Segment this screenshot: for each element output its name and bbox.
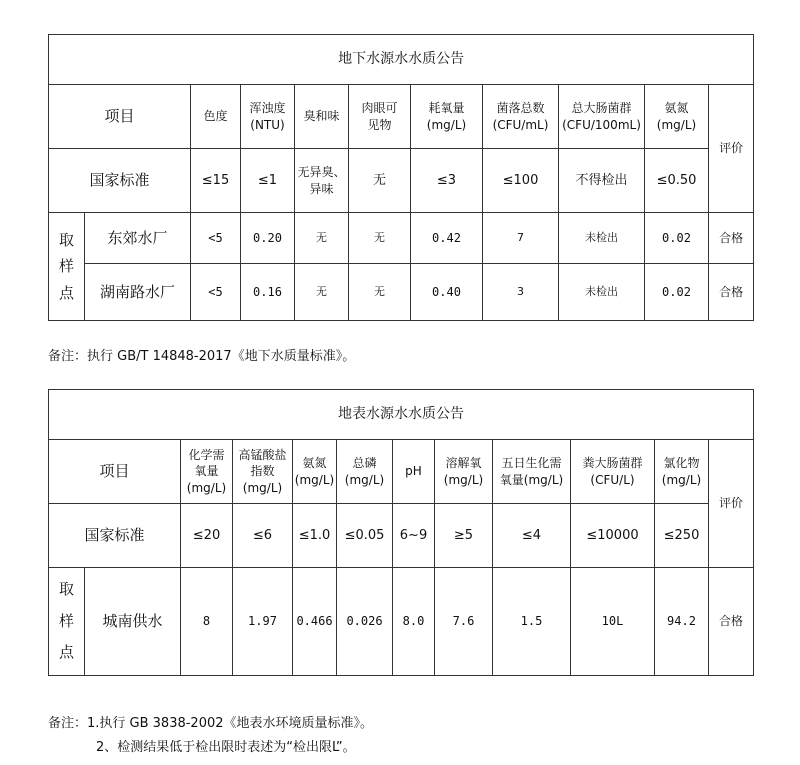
header-oxygen-consumption: 耗氧量 (mg/L) (411, 85, 483, 149)
header-evaluation: 评价 (709, 440, 754, 568)
standard-label: 国家标准 (49, 504, 181, 568)
standard-value: ≤3 (411, 149, 483, 213)
header-color: 色度 (191, 85, 241, 149)
table-cell: 0.026 (337, 568, 393, 676)
surface-water-note-line1: 备注：1.执行 GB 3838-2002《地表水环境质量标准》。 (48, 716, 374, 731)
standard-value: 不得检出 (559, 149, 645, 213)
standard-value: ≤20 (181, 504, 233, 568)
table-title: 地表水源水水质公告 (49, 390, 754, 440)
header-ph: pH (393, 440, 435, 504)
table-cell: 1.5 (493, 568, 571, 676)
standard-label: 国家标准 (49, 149, 191, 213)
header-dissolved-oxygen: 溶解氧 (mg/L) (435, 440, 493, 504)
table-cell: 0.40 (411, 264, 483, 321)
standard-value: ≤0.05 (337, 504, 393, 568)
header-cod: 化学需 氧量 (mg/L) (181, 440, 233, 504)
sample-site-name: 湖南路水厂 (85, 264, 191, 321)
table-cell: 10L (571, 568, 655, 676)
header-chloride: 氯化物 (mg/L) (655, 440, 709, 504)
table-cell: 7.6 (435, 568, 493, 676)
header-colony-count: 菌落总数 (CFU/mL) (483, 85, 559, 149)
evaluation-cell: 合格 (709, 213, 754, 264)
table-cell: 无 (349, 264, 411, 321)
standard-value: ≤250 (655, 504, 709, 568)
table-cell: 94.2 (655, 568, 709, 676)
header-ammonia: 氨氮 (mg/L) (293, 440, 337, 504)
sample-site-name: 东郊水厂 (85, 213, 191, 264)
table-cell: 无 (295, 264, 349, 321)
sample-point-label: 取 样 点 (49, 213, 85, 321)
header-ammonia: 氨氮 (mg/L) (645, 85, 709, 149)
standard-value: ≤4 (493, 504, 571, 568)
header-permanganate-index: 高锰酸盐 指数 (mg/L) (233, 440, 293, 504)
table-cell: 0.20 (241, 213, 295, 264)
header-total-phosphorus: 总磷 (mg/L) (337, 440, 393, 504)
standard-value: 无异臭、 异味 (295, 149, 349, 213)
sample-point-label: 取 样 点 (49, 568, 85, 676)
table-cell: 0.16 (241, 264, 295, 321)
groundwater-note: 备注：执行 GB/T 14848-2017《地下水质量标准》。 (48, 349, 356, 364)
sample-site-name: 城南供水 (85, 568, 181, 676)
evaluation-cell: 合格 (709, 264, 754, 321)
table-cell: <5 (191, 213, 241, 264)
header-evaluation: 评价 (709, 85, 754, 213)
standard-value: ≤0.50 (645, 149, 709, 213)
table-cell: <5 (191, 264, 241, 321)
standard-value: 无 (349, 149, 411, 213)
header-visible-matter: 肉眼可 见物 (349, 85, 411, 149)
table-cell: 未检出 (559, 264, 645, 321)
header-item: 项目 (49, 85, 191, 149)
evaluation-cell: 合格 (709, 568, 754, 676)
table-cell: 8.0 (393, 568, 435, 676)
header-item: 项目 (49, 440, 181, 504)
table-cell: 3 (483, 264, 559, 321)
standard-value: ≤1 (241, 149, 295, 213)
table-cell: 8 (181, 568, 233, 676)
table-cell: 7 (483, 213, 559, 264)
header-turbidity: 浑浊度 (NTU) (241, 85, 295, 149)
table-cell: 0.42 (411, 213, 483, 264)
table-cell: 1.97 (233, 568, 293, 676)
table-cell: 无 (295, 213, 349, 264)
table-cell: 0.466 (293, 568, 337, 676)
header-odor: 臭和味 (295, 85, 349, 149)
table-cell: 无 (349, 213, 411, 264)
header-fecal-coliforms: 粪大肠菌群 (CFU/L) (571, 440, 655, 504)
standard-value: 6~9 (393, 504, 435, 568)
standard-value: ≤6 (233, 504, 293, 568)
header-coliforms: 总大肠菌群 (CFU/100mL) (559, 85, 645, 149)
standard-value: ≤100 (483, 149, 559, 213)
groundwater-quality-table (48, 34, 754, 321)
header-bod5: 五日生化需 氧量(mg/L) (493, 440, 571, 504)
standard-value: ≤15 (191, 149, 241, 213)
table-cell: 0.02 (645, 213, 709, 264)
table-cell: 未检出 (559, 213, 645, 264)
surface-water-quality-table (48, 389, 754, 676)
standard-value: ≤10000 (571, 504, 655, 568)
table-cell: 0.02 (645, 264, 709, 321)
surface-water-note-line2: 2、检测结果低于检出限时表述为“检出限L”。 (96, 740, 356, 755)
table-title: 地下水源水水质公告 (49, 35, 754, 85)
standard-value: ≤1.0 (293, 504, 337, 568)
standard-value: ≥5 (435, 504, 493, 568)
